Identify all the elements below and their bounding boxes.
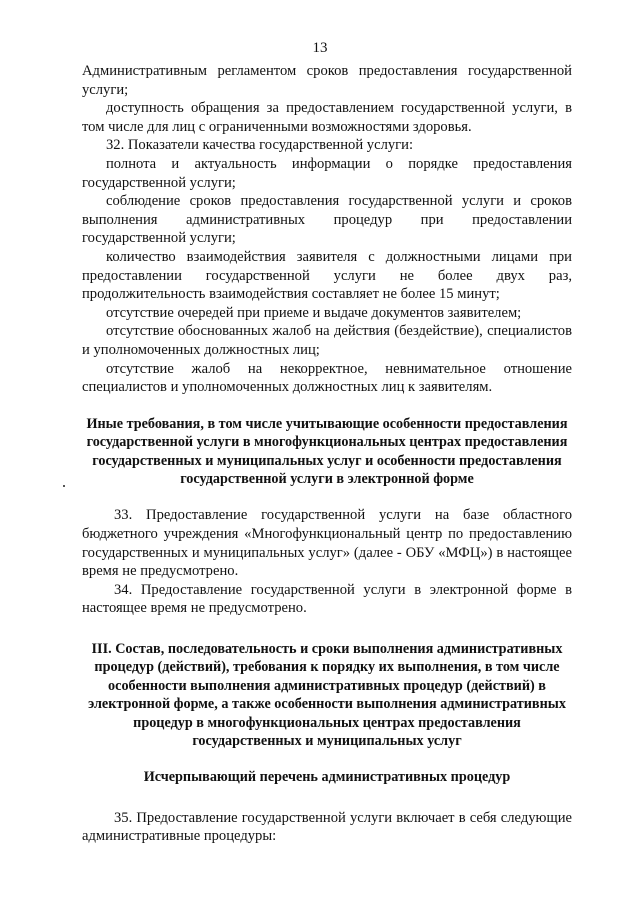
paragraph: соблюдение сроков предоставления государственной услуги и сроков выполнения административных процедур при предоставлении государственной услуги; — [82, 193, 572, 247]
paragraph: отсутствие жалоб на некорректное, невнимательное отношение специалистов и уполномоченных должностных лиц к заявителям. — [82, 360, 572, 396]
paragraph: отсутствие обоснованных жалоб на действия (бездействие), специалистов и уполномоченных должностных лиц; — [82, 323, 572, 358]
paragraph: 35. Предоставление государственной услуги включает в себя следующие административные процедуры: — [82, 809, 572, 845]
page-number: 13 — [312, 40, 328, 56]
paragraph: доступность обращения за предоставлением государственной услуги, в том числе для лиц с ограниченными возможностями здоровья. — [82, 100, 572, 135]
paragraph: количество взаимодействия заявителя с должностными лицами при предоставлении государственной услуги не более двух раз, продолжительность взаимодействия составляет не более 15 минут; — [82, 248, 572, 303]
chapter-heading: III. Состав, последовательность и сроки выполнения административных процедур (действий), требования к порядку их выполнения, в том числе особенности выполнения административных процедур (действий) в электронной форме, а также особенности выполнения административных процедур в многофункциональных центрах предоставления государственных и муниципальных услуг — [88, 640, 566, 749]
paragraph: отсутствие очередей при приеме и выдаче документов заявителем; — [106, 304, 522, 321]
document-body — [82, 62, 572, 846]
paragraph: 34. Предоставление государственной услуги в электронной форме в настоящее время не предусмотрено. — [82, 581, 572, 617]
paragraph: 33. Предоставление государственной услуги на базе областного бюджетного учреждения «Многофункциональный центр по предоставлению государственных и муниципальных услуг» (далее - ОБУ «МФЦ») в настоящее время не предусмотрено. — [82, 507, 572, 580]
scan-mark — [63, 485, 65, 487]
paragraph: полнота и актуальность информации о порядке предоставления государственной услуги; — [82, 155, 572, 191]
section-heading: Иные требования, в том числе учитывающие особенности предоставления государственной услуги в многофункциональных центрах предоставления государственных и муниципальных услуг и особенности предоставления государственной услуги в электронной форме — [86, 415, 568, 487]
subheading: Исчерпывающий перечень административных процедур — [143, 769, 511, 786]
paragraph: Административным регламентом сроков предоставления государственной услуги; — [82, 63, 572, 98]
paragraph: 32. Показатели качества государственной услуги: — [106, 137, 414, 154]
